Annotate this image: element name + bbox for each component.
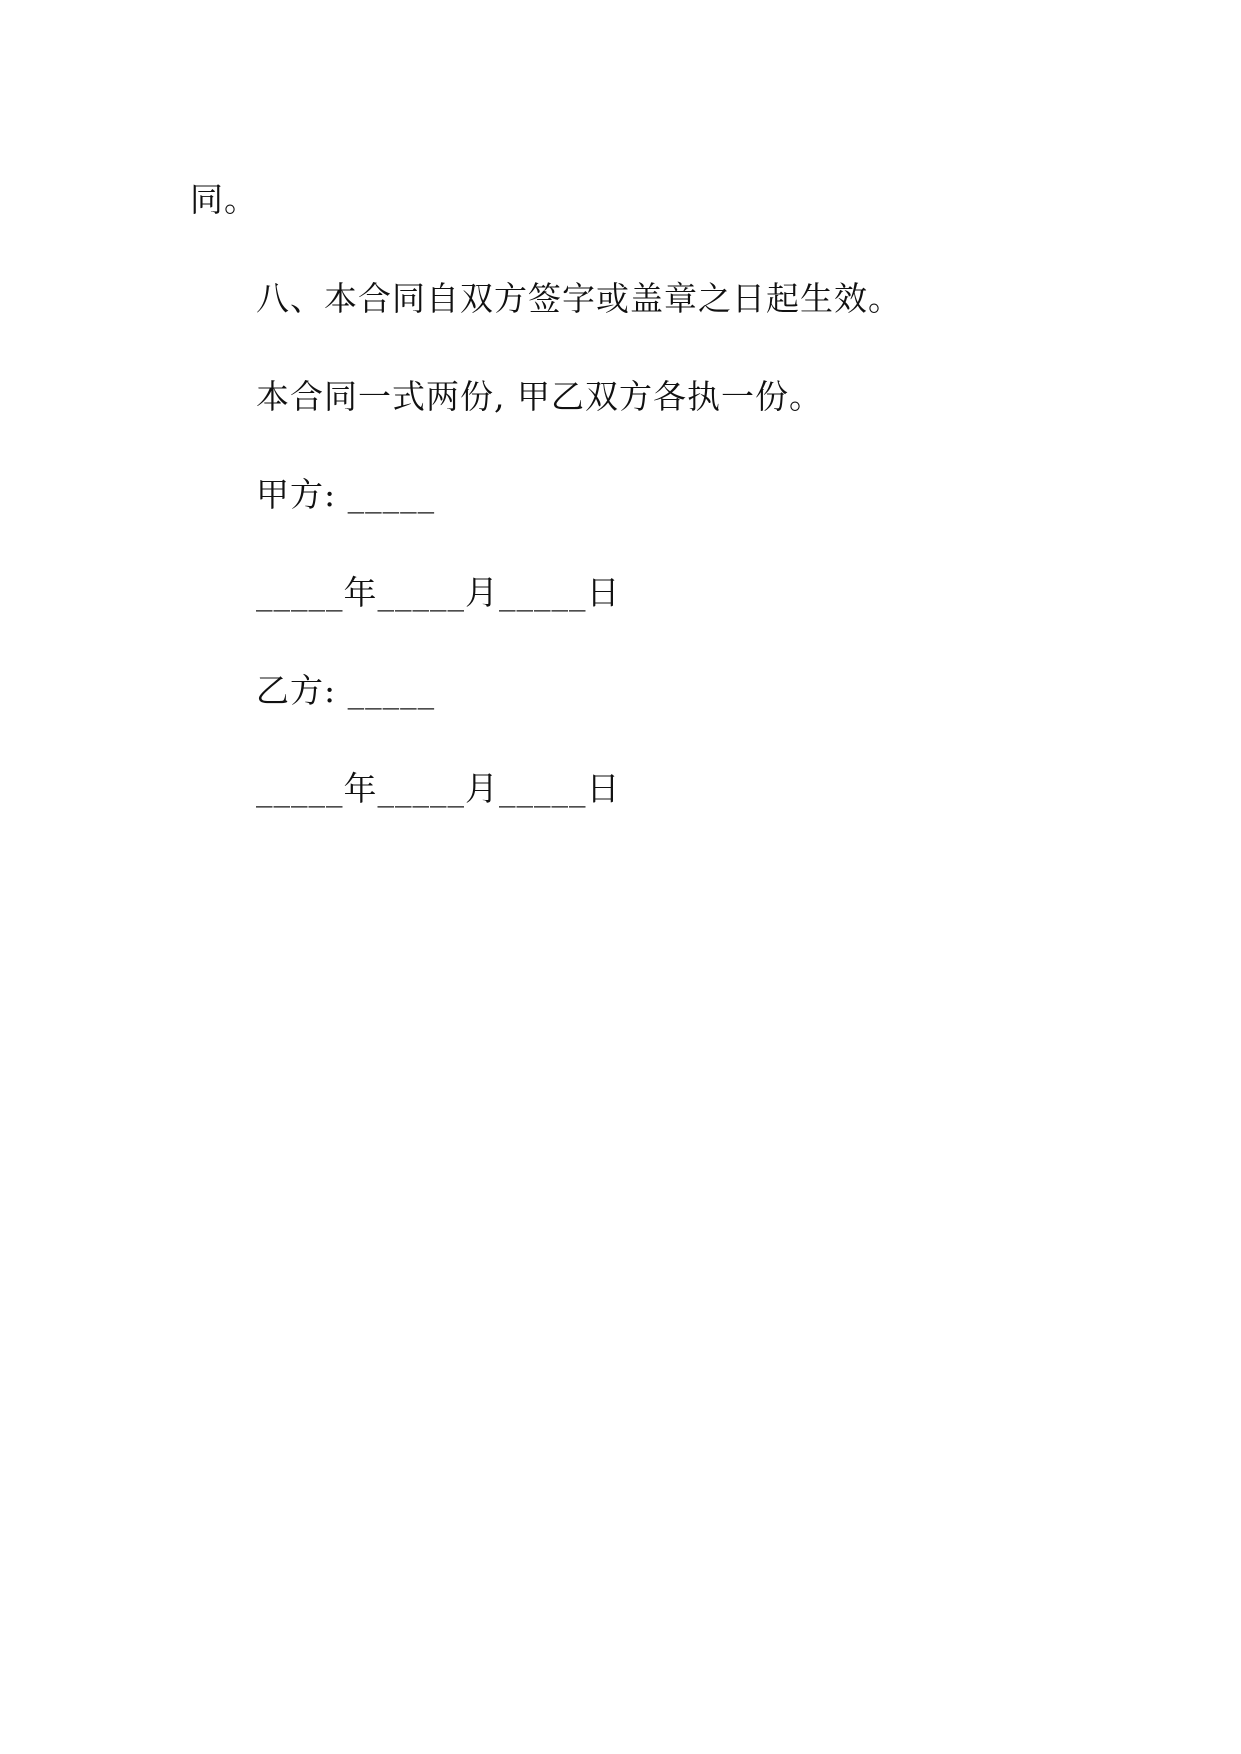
- party-b-date: _____年_____月_____日: [256, 769, 621, 808]
- party-b-signature: 乙方: _____: [256, 671, 436, 710]
- paragraph-continuation: 同。: [190, 180, 258, 219]
- party-a-signature: 甲方: _____: [256, 475, 436, 514]
- clause-eight: 八、本合同自双方签字或盖章之日起生效。: [256, 279, 902, 318]
- copies-statement: 本合同一式两份, 甲乙双方各执一份。: [256, 377, 823, 416]
- party-a-date: _____年_____月_____日: [256, 573, 621, 612]
